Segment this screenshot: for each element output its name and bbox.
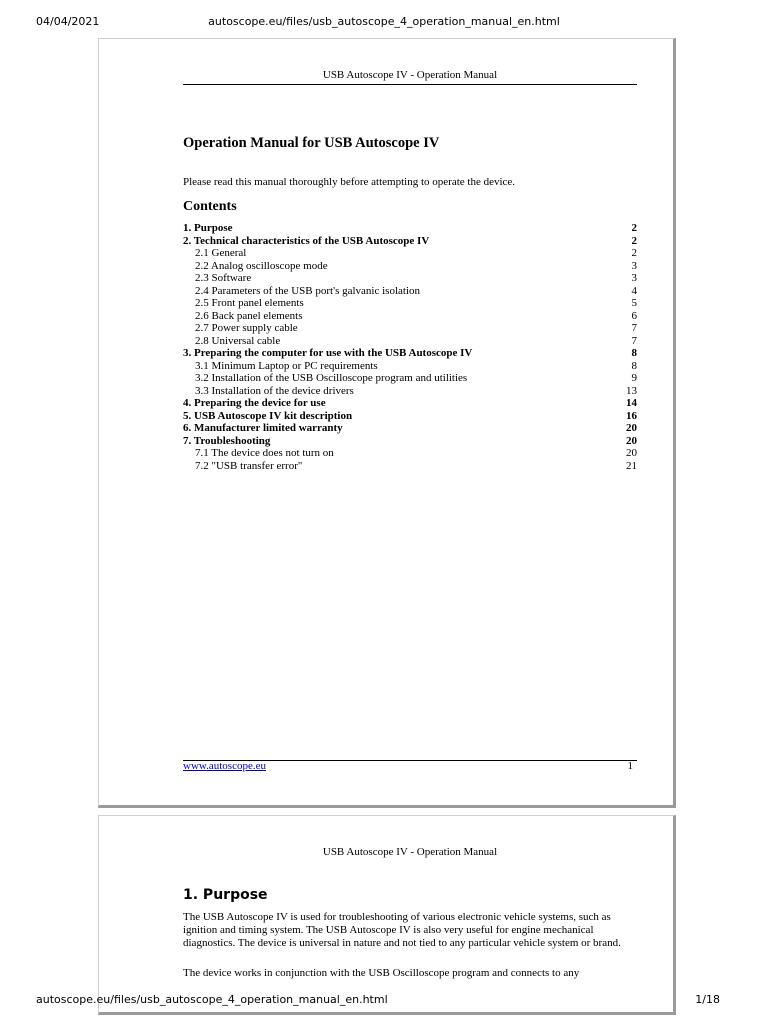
toc-entry-page: 20 xyxy=(626,447,637,459)
print-url: autoscope.eu/files/usb_autoscope_4_operation_manual_en.html xyxy=(36,993,388,1006)
toc-entry-page: 7 xyxy=(631,334,637,347)
toc-entry-title: 5. USB Autoscope IV kit description xyxy=(183,409,353,422)
toc-entry[interactable] xyxy=(183,422,637,435)
toc-entry-title: 3.3 Installation of the device drivers xyxy=(195,384,354,397)
toc-entry-page: 8 xyxy=(631,359,637,372)
toc-entry-title: 6. Manufacturer limited warranty xyxy=(183,422,343,434)
purpose-paragraph-2: The device works in conjunction with the USB Oscilloscope program and connects to any xyxy=(183,967,580,979)
document-page-2 xyxy=(98,815,676,1015)
toc-entry-title: 7. Troubleshooting xyxy=(183,434,271,447)
print-title: autoscope.eu/files/usb_autoscope_4_operation_manual_en.html xyxy=(208,15,560,28)
toc-entry-title: 7.2 "USB transfer error" xyxy=(195,459,303,472)
toc-entry-title: 2.1 General xyxy=(195,247,247,259)
toc-entry-page: 14 xyxy=(626,397,637,409)
toc-entry-title: 2.6 Back panel elements xyxy=(195,309,303,322)
toc-entry-page: 2 xyxy=(631,222,637,234)
toc-entry[interactable] xyxy=(183,272,637,285)
toc-entry[interactable] xyxy=(183,372,637,385)
toc-entry-page: 21 xyxy=(626,459,637,472)
toc-entry[interactable] xyxy=(183,297,637,310)
document-page-1 xyxy=(98,38,676,808)
table-of-contents xyxy=(183,222,637,472)
toc-entry[interactable] xyxy=(183,235,637,248)
toc-entry-page: 3 xyxy=(631,272,637,284)
toc-entry-title: 2.4 Parameters of the USB port's galvanic isolation xyxy=(195,284,420,297)
toc-entry[interactable] xyxy=(183,310,637,323)
print-header xyxy=(0,15,768,35)
print-footer xyxy=(0,993,768,1013)
toc-entry-page: 7 xyxy=(631,322,637,334)
document-title: Operation Manual for USB Autoscope IV xyxy=(183,135,440,151)
toc-entry[interactable] xyxy=(183,360,637,373)
toc-entry[interactable] xyxy=(183,435,637,448)
toc-entry-page: 2 xyxy=(631,234,637,247)
page-number: 1 xyxy=(627,760,633,772)
toc-entry-title: 7.1 The device does not turn on xyxy=(195,447,334,459)
toc-entry-title: 2. Technical characteristics of the USB Autoscope IV xyxy=(183,234,430,247)
toc-entry-page: 6 xyxy=(631,309,637,322)
toc-entry[interactable] xyxy=(183,410,637,423)
toc-entry-title: 3.2 Installation of the USB Oscilloscope program and utilities xyxy=(195,372,468,384)
toc-entry[interactable] xyxy=(183,460,637,473)
toc-entry-page: 13 xyxy=(626,384,637,397)
running-header: USB Autoscope IV - Operation Manual xyxy=(322,69,498,81)
toc-entry-title: 3.1 Minimum Laptop or PC requirements xyxy=(195,359,378,372)
toc-entry-page: 8 xyxy=(631,347,637,359)
toc-entry[interactable] xyxy=(183,260,637,273)
toc-entry[interactable] xyxy=(183,247,637,260)
toc-entry[interactable] xyxy=(183,222,637,235)
toc-entry-title: 3. Preparing the computer for use with the USB Autoscope IV xyxy=(183,347,473,359)
toc-entry-page: 20 xyxy=(626,434,637,447)
toc-entry-page: 5 xyxy=(631,297,637,309)
toc-entry-page: 9 xyxy=(631,372,637,384)
print-page-count: 1/18 xyxy=(695,993,720,1006)
toc-entry[interactable] xyxy=(183,335,637,348)
toc-entry-page: 20 xyxy=(626,422,637,434)
purpose-paragraph-1: The USB Autoscope IV is used for troubleshooting of various electronic vehicle systems, such as ignition and timing system. The USB Autoscope IV is also very useful for engine mechanical diagnostics. The device is universal in nature and not tied to any particular vehicle system or brand. xyxy=(183,911,621,949)
toc-entry[interactable] xyxy=(183,285,637,298)
intro-text: Please read this manual thoroughly before attempting to operate the device. xyxy=(183,176,516,188)
toc-entry[interactable] xyxy=(183,322,637,335)
toc-entry[interactable] xyxy=(183,347,637,360)
toc-entry-title: 2.8 Universal cable xyxy=(195,334,281,347)
print-date: 04/04/2021 xyxy=(36,15,100,28)
toc-entry-page: 4 xyxy=(631,284,637,297)
section-heading-purpose: 1. Purpose xyxy=(183,887,268,903)
toc-entry-page: 3 xyxy=(631,259,637,272)
footer-website-link[interactable]: www.autoscope.eu xyxy=(183,760,266,772)
contents-heading: Contents xyxy=(183,199,237,214)
toc-entry-title: 2.3 Software xyxy=(195,272,252,284)
toc-entry[interactable] xyxy=(183,397,637,410)
toc-entry-title: 2.5 Front panel elements xyxy=(195,297,304,309)
running-header: USB Autoscope IV - Operation Manual xyxy=(322,846,498,858)
toc-entry-title: 1. Purpose xyxy=(183,222,233,234)
toc-entry-title: 2.2 Analog oscilloscope mode xyxy=(195,259,328,272)
toc-entry-page: 16 xyxy=(626,409,637,422)
toc-entry-title: 2.7 Power supply cable xyxy=(195,322,298,334)
toc-entry-title: 4. Preparing the device for use xyxy=(183,397,326,409)
header-rule xyxy=(183,84,637,85)
toc-entry[interactable] xyxy=(183,385,637,398)
toc-entry[interactable] xyxy=(183,447,637,460)
toc-entry-page: 2 xyxy=(631,247,637,259)
